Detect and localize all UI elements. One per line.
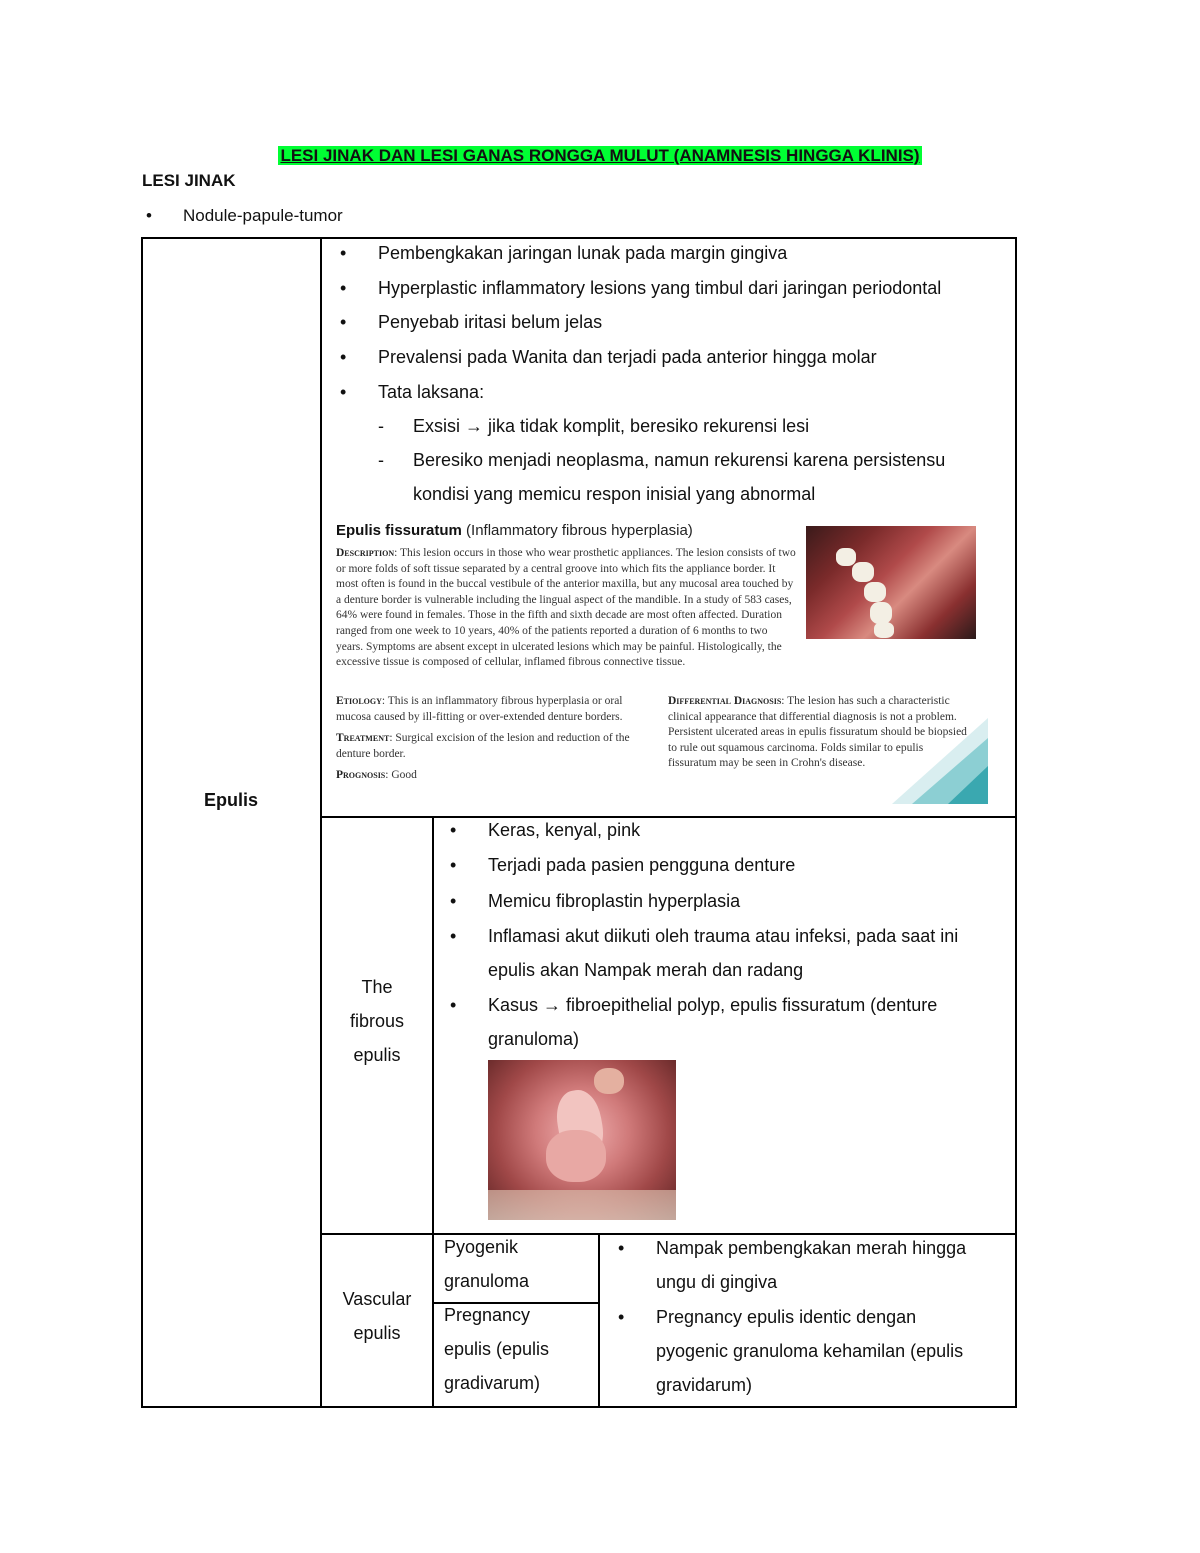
treatment-text: : Surgical excision of the lesion and reduction of the denture border. (336, 732, 630, 760)
bullet-glyph: • (340, 347, 347, 367)
description-text: : This lesion occurs in those who wear prosthetic appliances. The lesion consists of two or more folds of soft tissue separated by a central groove into which fits the appliance border. It most often is found in the buccal vestibule of the anterior maxilla, but any mucosal area touched by a denture border is vulnerable including the lingual aspect of the mandible. In a study of 583 cases, 64% were found in females. Those in the fifth and sixth decade are most often affected. Duration ranged from one week to 10 years, 40% of the patients reported a duration of 6 months to two years. Symptoms are absent except in ulcerated lesions which may be painful. Histologically, the excessive tissue is composed of cellular, inflamed fibrous connective tissue. (336, 547, 796, 669)
list-item-text: Tata laksana: (378, 382, 485, 402)
list-item-text: Pembengkakan jaringan lunak pada margin gingiva (378, 243, 788, 263)
list-item-text: Memicu fibroplastin hyperplasia (488, 891, 741, 911)
figure-heading (336, 522, 693, 539)
bullet-glyph: • (340, 312, 347, 332)
etiology-text: : This is an inflammatory fibrous hyperplasia or oral mucosa caused by ill-fitting or over-extended denture borders. (336, 695, 623, 723)
list-item-text: Keras, kenyal, pink (488, 820, 641, 840)
sub-list-item-text: kondisi yang memicu respon inisial yang abnormal (413, 484, 816, 504)
figure-heading-bold: Epulis fissuratum (336, 522, 462, 539)
list-item-text: Terjadi pada pasien pengguna denture (488, 855, 796, 875)
figure-left-column (336, 694, 648, 784)
differential-diagnosis-label: Differential Diagnosis (668, 695, 782, 707)
label-line: gradivarum) (444, 1373, 541, 1393)
list-item-text: Nampak pembengkakan merah hingga (656, 1238, 967, 1258)
figure-description (336, 546, 796, 671)
sub-list-item-text: Beresiko menjadi neoplasma, namun rekurensi karena persistensu (413, 450, 946, 470)
list-item-text: Hyperplastic inflammatory lesions yang timbul dari jaringan periodontal (378, 278, 942, 298)
list-item-text: epulis akan Nampak merah dan radang (488, 960, 804, 980)
dash-glyph: - (378, 416, 384, 436)
list-item-text: ungu di gingiva (656, 1272, 778, 1292)
label-line: Pyogenik (444, 1237, 519, 1257)
fibrous-epulis-label (322, 970, 432, 1072)
top-bullet (146, 206, 343, 226)
etiology-block (336, 694, 648, 725)
bullet-glyph: • (340, 243, 347, 263)
pregnancy-epulis-label (444, 1298, 594, 1400)
treatment-label: Treatment (336, 732, 390, 745)
bullet-glyph: • (450, 926, 457, 946)
list-item-text: Prevalensi pada Wanita dan terjadi pada anterior hingga molar (378, 347, 877, 367)
list-item-text: granuloma) (488, 1029, 580, 1049)
bullet-glyph: • (450, 855, 457, 875)
top-bullet-text: Nodule-papule-tumor (183, 206, 343, 225)
prognosis-label: Prognosis (336, 769, 386, 782)
label-line: Pregnancy (444, 1305, 531, 1325)
list-item-text: Pregnancy epulis identic dengan (656, 1307, 917, 1327)
etiology-label: Etiology (336, 695, 382, 707)
bullet-glyph: • (146, 206, 152, 225)
bullet-glyph: • (450, 995, 457, 1015)
label-line: fibrous (349, 1011, 405, 1031)
list-item-text: Inflamasi akut diikuti oleh trauma atau infeksi, pada saat ini (488, 926, 959, 946)
section-heading: LESI JINAK (142, 171, 236, 190)
bullet-glyph: • (450, 820, 457, 840)
differential-diagnosis-text: : The lesion has such a characteristic clinical appearance that differential diagnosis is not a problem. Persistent ulcerated areas in epulis fissuratum should be biopsied to rule out squamous carcinoma. Folds similar to epulis fissuratum may be seen in Crohn's disease. (668, 695, 967, 770)
clinical-photo-fibrous-epulis (488, 1060, 676, 1220)
list-item-text: gravidarum) (656, 1375, 753, 1395)
vascular-epulis-label (322, 1282, 432, 1350)
bullet-glyph: • (618, 1307, 625, 1327)
treatment-block (336, 731, 648, 762)
decorative-stripe (892, 718, 988, 804)
clinical-photo-epulis-fissuratum (806, 526, 976, 639)
list-item-text: pyogenic granuloma kehamilan (epulis (656, 1341, 964, 1361)
epulis-label: Epulis (203, 790, 258, 810)
label-line: epulis (epulis (444, 1339, 550, 1359)
label-line: granuloma (444, 1271, 530, 1291)
bullet-glyph: • (340, 382, 347, 402)
pyogenic-granuloma-label (444, 1230, 594, 1298)
dash-glyph: - (378, 450, 384, 470)
sub-list-item-text: Exsisi → jika tidak komplit, beresiko rekurensi lesi (413, 416, 810, 436)
label-line: The (361, 977, 393, 997)
prognosis-text: : Good (385, 769, 417, 782)
list-item-text: Kasus → fibroepithelial polyp, epulis fissuratum (denture (488, 995, 938, 1015)
bullet-glyph: • (618, 1238, 625, 1258)
page-title-wrap (0, 146, 1200, 166)
label-line: Vascular (342, 1289, 412, 1309)
label-line: epulis (353, 1045, 401, 1065)
description-label: Description (336, 547, 395, 559)
prognosis-block (336, 768, 648, 784)
label-line: epulis (353, 1323, 401, 1343)
bullet-glyph: • (340, 278, 347, 298)
list-item-text: Penyebab iritasi belum jelas (378, 312, 603, 332)
figure-heading-rest: (Inflammatory fibrous hyperplasia) (461, 522, 693, 539)
bullet-glyph: • (450, 891, 457, 911)
epulis-fissuratum-figure (332, 518, 992, 806)
page-title: LESI JINAK DAN LESI GANAS RONGGA MULUT (ANAMNESIS HINGGA KLINIS) (280, 146, 920, 165)
